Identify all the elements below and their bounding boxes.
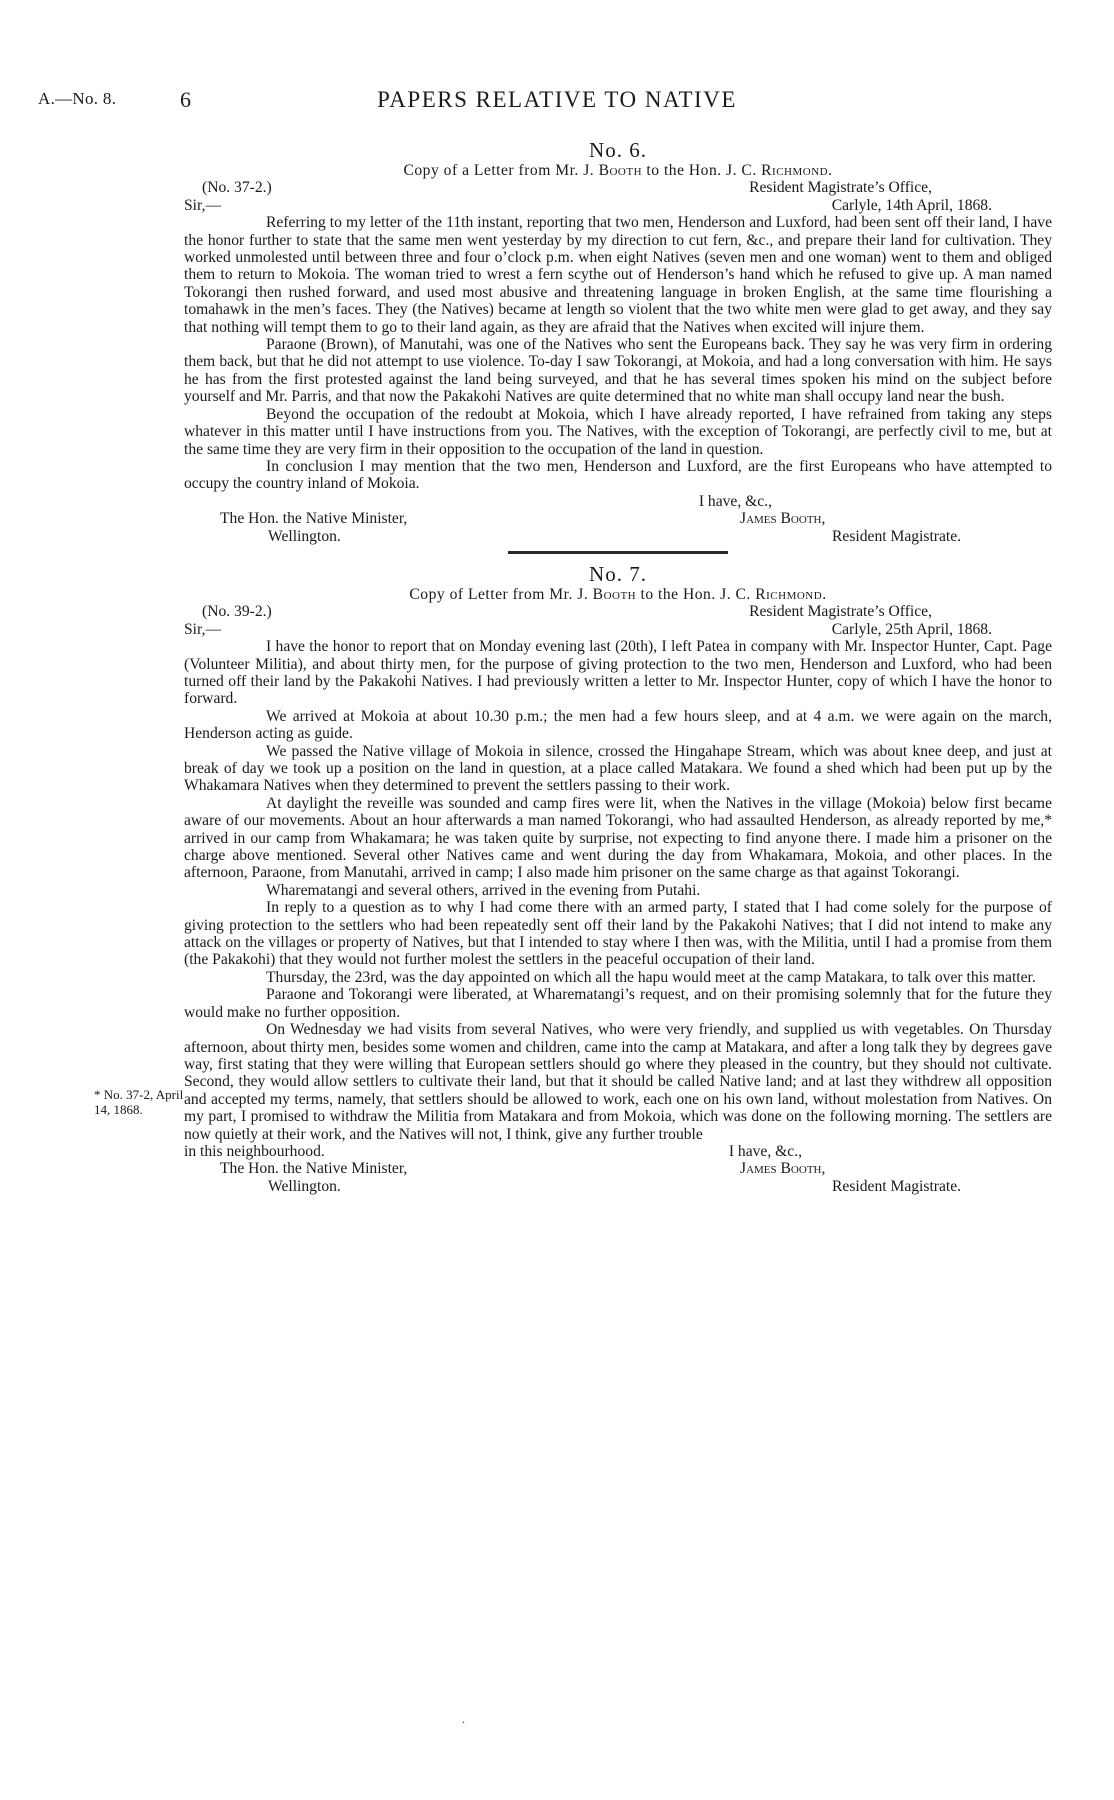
paragraph: On Wednesday we had visits from several Natives, who were very friendly, and supplied us with vegetables. On Thursday afternoon, about thirty men, besides some women and children, came into the camp at Matakara, and after a long talk they by degrees gave way, first stating that they were willing that European settlers should go where they pleased in the country, but they should not cultivate. Second, they would allow settlers to cultivate their land, but that it should be called Native land; and at last they withdrew all opposition and accepted my terms, namely, that settlers should be allowed to work, each one on his own land, without molestation from Natives. On my part, I promised to withdraw the Militia from Matakara and from Mokoia, which was done on the following morning. The settlers are now quietly at their work, and the Natives will not, I think, give any further trouble xyxy=(184,1021,1052,1143)
letter-ref-row xyxy=(184,603,1052,620)
heading-sender: Booth xyxy=(598,162,643,179)
heading-text: Copy of Letter from Mr. J. xyxy=(409,585,593,603)
heading-text: to the Hon. J. C. xyxy=(636,585,756,603)
letter-date: Carlyle, 14th April, 1868. xyxy=(831,196,992,214)
document-reference: A.—No. 8. xyxy=(38,89,117,108)
signature-title: Resident Magistrate. xyxy=(832,527,962,545)
addressee: The Hon. the Native Minister, xyxy=(220,510,408,528)
letter-date: Carlyle, 25th April, 1868. xyxy=(831,620,992,638)
final-line: in this neighbourhood. xyxy=(184,1142,325,1160)
section-divider xyxy=(508,551,728,554)
running-head: PAPERS RELATIVE TO NATIVE xyxy=(377,87,737,112)
paragraph: Paraone (Brown), of Manutahi, was one of the Natives who sent the Europeans back. They say he was very firm in ordering them back, but that he did not attempt to use violence. To-day I saw Tokorangi, at Mokoia, and had a long conversation with him. He says he has from the first protested against the land being surveyed, and that he has several times spoken his mind on the subject before yourself and Mr. Parris, and that now the Pakakohi Natives are quite determined that no white man shall occupy land near the bush. xyxy=(184,336,1052,406)
paragraph: At daylight the reveille was sounded and camp fires were lit, when the Natives in the village (Mokoia) below first became aware of our movements. About an hour afterwards a man named Tokorangi, who had assaulted Henderson, as already reported by me,* arrived in our camp from Whakamara; he was taken quite by surprise, not expecting to find anyone there. I made him a prisoner on the charge above mentioned. Several other Natives came and went during the day from Whakamara, Mokoia, and other places. In the afternoon, Paraone, from Manutahi, arrived in camp; I also made him prisoner on the same charge as that against Tokorangi. xyxy=(184,794,1052,882)
paragraph: Wharematangi and several others, arrived in the evening from Putahi. xyxy=(266,881,701,899)
paragraph: Paraone and Tokorangi were liberated, at Wharematangi’s request, and on their promising solemnly that for the future they would make no further opposition. xyxy=(184,986,1052,1021)
letter-ref-number: (No. 39-2.) xyxy=(202,603,272,621)
closing: I have, &c., xyxy=(698,492,772,510)
page-number: 6 xyxy=(180,87,191,112)
signature-name: James Booth, xyxy=(740,510,826,528)
signature-title: Resident Magistrate. xyxy=(832,1177,962,1195)
heading-text: . xyxy=(822,585,827,603)
addressee-location: Wellington. xyxy=(268,527,341,545)
paragraph: I have the honor to report that on Monday evening last (20th), I left Patea in company with Mr. Inspector Hunter, Capt. Page (Volunteer Militia), and about thirty men, for the purpose of giving protection to the two men, Henderson and Luxford, who had been turned off their land by the Pakakohi Natives. I had previously written a letter to Mr. Inspector Hunter, copy of which I have the honor to forward. xyxy=(184,638,1052,708)
heading-recipient: Richmond xyxy=(755,585,823,603)
signature-name: James Booth, xyxy=(740,1160,826,1178)
salutation-row xyxy=(184,621,1052,638)
paragraph: We passed the Native village of Mokoia in silence, crossed the Hingahape Stream, which was about knee deep, and just at break of day we took up a position on the land in question, at a place called Matakara. We found a shed which had been put up by the Whakamara Natives when they determined to prevent the settlers passing to their work. xyxy=(184,742,1052,795)
paragraph: Thursday, the 23rd, was the day appointed on which all the hapu would meet at the camp Matakara, to talk over this matter. xyxy=(266,968,1036,986)
signature-row xyxy=(184,1178,1052,1195)
document-body xyxy=(184,138,1052,1195)
signature-row xyxy=(184,1160,1052,1177)
heading-recipient: Richmond xyxy=(761,162,829,179)
paragraph: In reply to a question as to why I had come there with an armed party, I stated that I had come solely for the purpose of giving protection to the settlers who had been repeatedly sent off their land by the Pakakohi Natives; that I did not intend to make any attack on the villages or property of Natives, but that I intended to stay where I then was, with the Militia, until I had a promise from them (the Pakakohi) that they would not further molest the settlers in the peaceful occupation of their land. xyxy=(184,899,1052,969)
final-line-row xyxy=(184,1143,1052,1160)
letter-number: No. 7. xyxy=(589,561,647,586)
heading-text: Copy of a Letter from Mr. J. xyxy=(403,162,599,179)
letter-no-6 xyxy=(184,138,1052,545)
heading-text: . xyxy=(828,162,833,179)
letter-ref-row xyxy=(184,179,1052,196)
signature-row xyxy=(184,528,1052,545)
letter-heading xyxy=(184,162,1052,179)
addressee-location: Wellington. xyxy=(268,1177,341,1195)
letter-heading xyxy=(184,586,1052,603)
letter-no-7 xyxy=(184,562,1052,1195)
heading-text: to the Hon. J. C. xyxy=(642,162,762,179)
letter-office: Resident Magistrate’s Office, xyxy=(749,603,932,621)
paragraph: We arrived at Mokoia at about 10.30 p.m.; the men had a few hours sleep, and at 4 a.m. we were again on the march, Henderson acting as guide. xyxy=(184,707,1052,743)
margin-note: * No. 37-2, April 14, 1868. xyxy=(94,1087,184,1117)
salutation-row xyxy=(184,197,1052,214)
signature-row xyxy=(184,510,1052,527)
closing: I have, &c., xyxy=(728,1142,802,1160)
paragraph: Referring to my letter of the 11th instant, reporting that two men, Henderson and Luxford, had been sent off their land, I have the honor further to state that the same men went yesterday by my direction to cut fern, &c., and prepare their land for cultivation. They worked unmolested until between three and four o’clock p.m. when eight Natives (seven men and one woman) went to them and obliged them to return to Mokoia. The woman tried to wrest a fern scythe out of Henderson’s hand which he refused to give up. A man named Tokorangi then rushed forward, and used most abusive and threatening language in broken English, at the same time flourishing a tomahawk in the men’s faces. They (the Natives) became at length so violent that the two white men were glad to get away, and they say that nothing will tempt them to go to their land again, as they are afraid that the Natives when excited will injure them. xyxy=(184,214,1052,336)
letter-number: No. 6. xyxy=(589,138,647,162)
letter-ref-number: (No. 37-2.) xyxy=(202,179,272,197)
footer-mark: . xyxy=(462,1712,465,1726)
paragraph: Beyond the occupation of the redoubt at Mokoia, which I have already reported, I have refrained from taking any steps whatever in this matter until I have instructions from you. The Natives, with the exception of Tokorangi, are perfectly civil to me, but at the same time they are very firm in their opposition to the occupation of the land in question. xyxy=(184,405,1052,458)
heading-sender: Booth xyxy=(592,585,637,603)
paragraph: In conclusion I may mention that the two men, Henderson and Luxford, are the first Europeans who have attempted to occupy the country inland of Mokoia. xyxy=(184,457,1052,493)
salutation: Sir,— xyxy=(184,196,222,214)
addressee: The Hon. the Native Minister, xyxy=(220,1160,408,1178)
salutation: Sir,— xyxy=(184,620,222,638)
letter-office: Resident Magistrate’s Office, xyxy=(749,179,932,197)
